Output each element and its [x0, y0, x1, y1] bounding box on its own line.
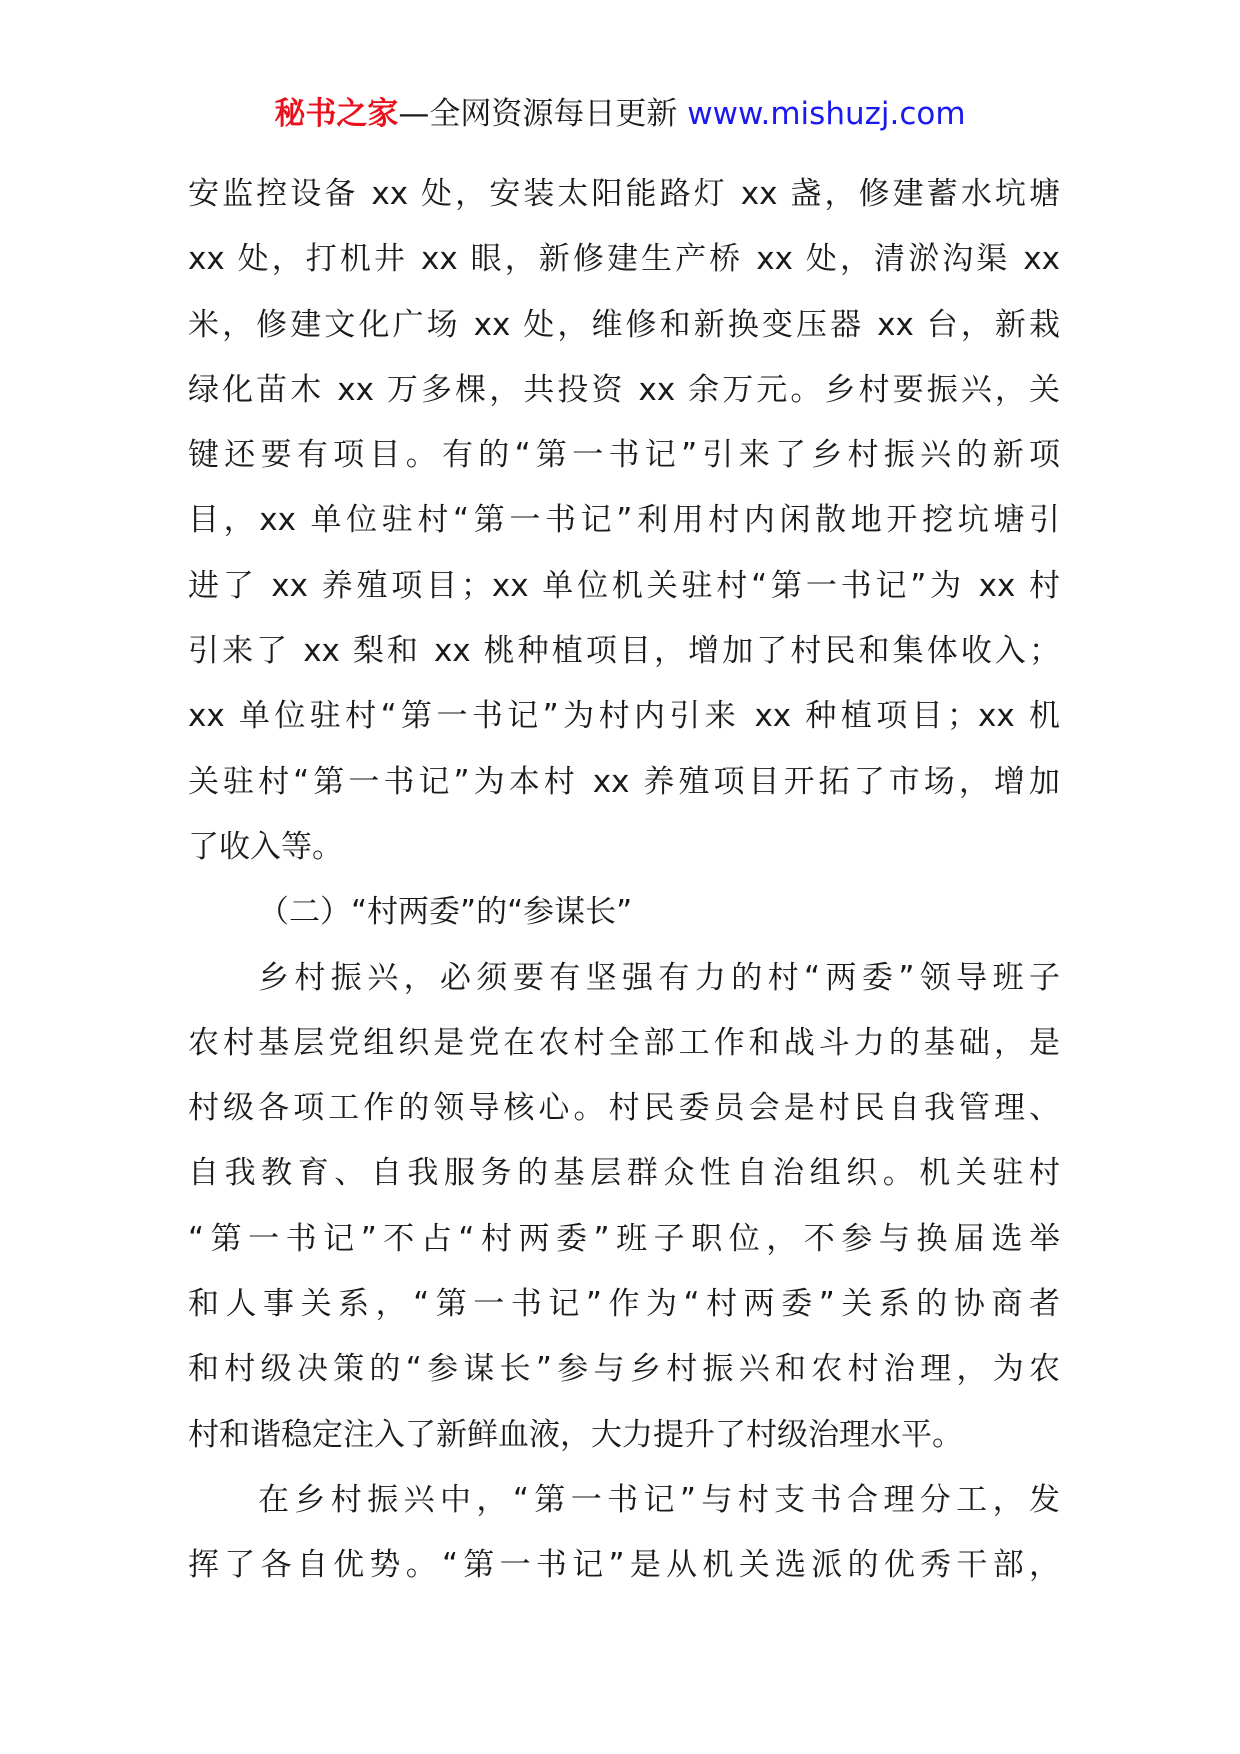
- text-line: 关驻村“第一书记”为本村 xx 养殖项目开拓了市场，增加: [188, 763, 1060, 800]
- text-line: 键还要有项目。有的“第一书记”引来了乡村振兴的新项: [188, 437, 1060, 474]
- text-line: 农村基层党组织是党在农村全部工作和战斗力的基础，是: [188, 1024, 1060, 1061]
- text-line: xx 处，打机井 xx 眼，新修建生产桥 xx 处，清淤沟渠 xx: [188, 241, 1060, 278]
- text-line: 村和谐稳定注入了新鲜血液，大力提升了村级治理水平。: [188, 1416, 963, 1453]
- paragraph-projects: [188, 162, 1060, 880]
- text-line: 米，修建文化广场 xx 处，维修和新换变压器 xx 台，新栽: [188, 306, 1060, 343]
- text-line: 目，xx 单位驻村“第一书记”利用村内闲散地开挖坑塘引: [188, 502, 1060, 539]
- text-line: 进了 xx 养殖项目；xx 单位机关驻村“第一书记”为 xx 村: [188, 567, 1060, 604]
- text-line: 了收入等。: [188, 828, 343, 865]
- site-header: [0, 92, 1240, 136]
- text-line: 和村级决策的“参谋长”参与乡村振兴和农村治理，为农: [188, 1351, 1060, 1388]
- paragraph-committee: [188, 946, 1060, 1468]
- text-line: “第一书记”不占“村两委”班子职位，不参与换届选举: [188, 1220, 1060, 1257]
- paragraph-division: [188, 1468, 1060, 1599]
- section-heading: （二）“村两委”的“参谋长”: [258, 894, 633, 931]
- text-line: 安监控设备 xx 处，安装太阳能路灯 xx 盏，修建蓄水坑塘: [188, 176, 1060, 212]
- text-line: 绿化苗木 xx 万多棵，共投资 xx 余万元。乡村要振兴，关: [188, 371, 1060, 408]
- text-line: 引来了 xx 梨和 xx 桃种植项目，增加了村民和集体收入；: [188, 633, 1060, 670]
- text-line: xx 单位驻村“第一书记”为村内引来 xx 种植项目；xx 机: [188, 698, 1060, 735]
- site-url-link[interactable]: www.mishuzj.com: [687, 96, 966, 132]
- text-line: 乡村振兴，必须要有坚强有力的村“两委”领导班子: [258, 959, 1060, 996]
- site-brand: 秘书之家: [274, 96, 399, 132]
- text-line: 自我教育、自我服务的基层群众性自治组织。机关驻村: [188, 1155, 1060, 1192]
- text-line: 和人事关系，“第一书记”作为“村两委”关系的协商者: [188, 1286, 1060, 1323]
- text-line: 在乡村振兴中，“第一书记”与村支书合理分工，发: [258, 1481, 1060, 1518]
- site-tagline: —全网资源每日更新: [398, 96, 688, 132]
- text-line: 村级各项工作的领导核心。村民委员会是村民自我管理、: [188, 1090, 1060, 1127]
- text-line: 挥了各自优势。“第一书记”是从机关选派的优秀干部，: [188, 1547, 1060, 1584]
- document-body: [188, 162, 1060, 1599]
